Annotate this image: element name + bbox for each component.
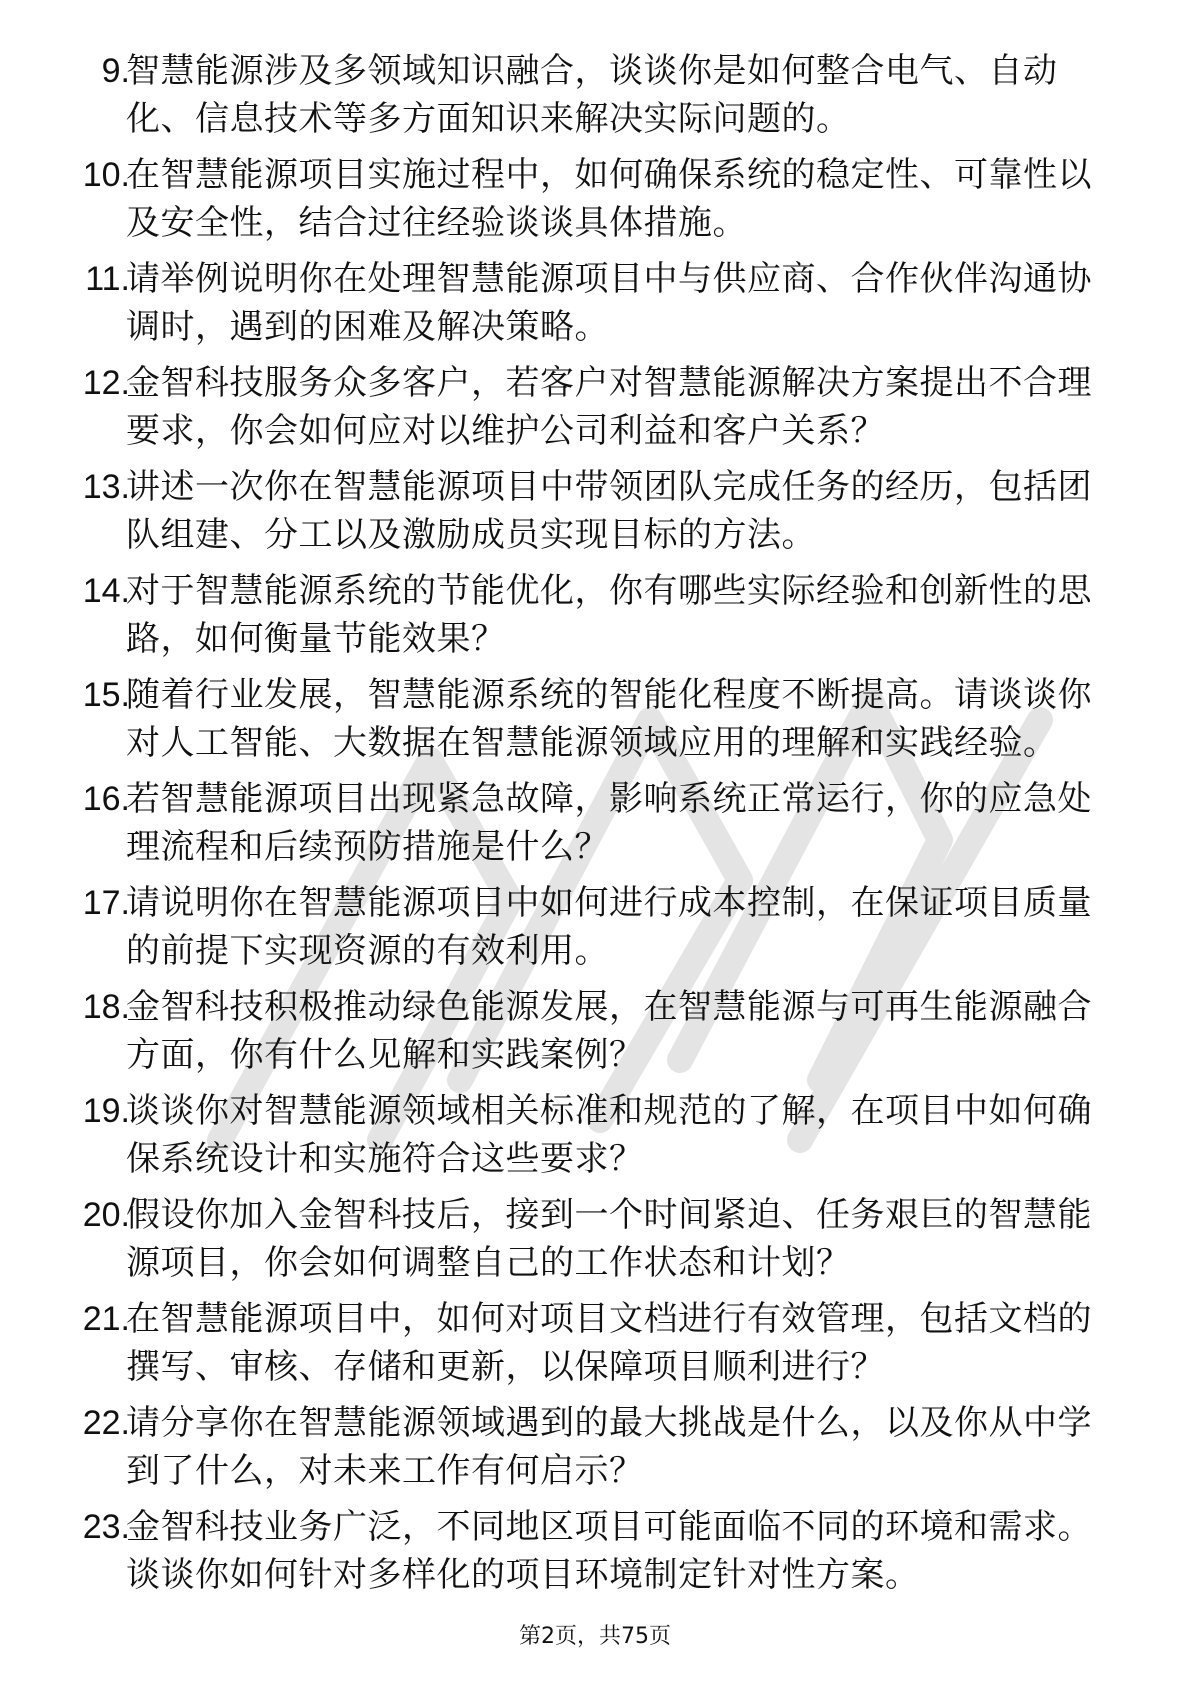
question-item [0,151,1190,255]
question-number: 14. [82,572,130,610]
question-number: 9. [101,52,130,90]
question-item [0,255,1190,359]
question-number: 18. [82,988,130,1026]
question-text: 随着行业发展，智慧能源系统的智能化程度不断提高。请谈谈你对人工智能、大数据在智慧能源领域应用的理解和实践经验。 [126,675,1092,763]
question-number: 10. [82,156,130,194]
question-item [0,1399,1190,1503]
question-text: 在智慧能源项目实施过程中，如何确保系统的稳定性、可靠性以及安全性，结合过往经验谈谈具体措施。 [126,155,1092,243]
question-item [0,359,1190,463]
question-number: 16. [82,780,130,818]
question-number: 13. [82,468,130,506]
question-number: 17. [82,884,130,922]
question-item [0,463,1190,567]
question-text: 智慧能源涉及多领域知识融合，谈谈你是如何整合电气、自动化、信息技术等多方面知识来解决实际问题的。 [126,51,1058,139]
page-footer: 第2页，共75页 [519,1624,671,1649]
question-text: 金智科技业务广泛，不同地区项目可能面临不同的环境和需求。谈谈你如何针对多样化的项目环境制定针对性方案。 [126,1507,1092,1595]
question-number: 20. [82,1196,130,1234]
question-number: 19. [82,1092,130,1130]
question-text: 金智科技积极推动绿色能源发展，在智慧能源与可再生能源融合方面，你有什么见解和实践案例？ [126,987,1092,1075]
question-text: 在智慧能源项目中，如何对项目文档进行有效管理，包括文档的撰写、审核、存储和更新，以保障项目顺利进行？ [126,1299,1092,1387]
question-text: 请举例说明你在处理智慧能源项目中与供应商、合作伙伴沟通协调时，遇到的困难及解决策略。 [126,259,1092,347]
question-item [0,775,1190,879]
question-item [0,1087,1190,1191]
question-text: 讲述一次你在智慧能源项目中带领团队完成任务的经历，包括团队组建、分工以及激励成员实现目标的方法。 [126,467,1092,555]
question-number: 11. [85,260,130,298]
question-text: 金智科技服务众多客户，若客户对智慧能源解决方案提出不合理要求，你会如何应对以维护公司利益和客户关系？ [126,363,1092,451]
question-number: 12. [82,364,130,402]
question-text: 若智慧能源项目出现紧急故障，影响系统正常运行，你的应急处理流程和后续预防措施是什么？ [126,779,1092,867]
question-list [0,47,1190,1607]
question-item [0,567,1190,671]
question-text: 谈谈你对智慧能源领域相关标准和规范的了解，在项目中如何确保系统设计和实施符合这些要求？ [126,1091,1092,1179]
question-number: 21. [82,1300,130,1338]
question-item [0,1191,1190,1295]
question-number: 22. [82,1404,130,1442]
question-text: 请说明你在智慧能源项目中如何进行成本控制，在保证项目质量的前提下实现资源的有效利用。 [126,883,1092,971]
question-item [0,1503,1190,1607]
question-number: 23. [82,1508,130,1546]
question-item [0,47,1190,151]
question-item [0,671,1190,775]
question-number: 15. [82,676,130,714]
question-text: 假设你加入金智科技后，接到一个时间紧迫、任务艰巨的智慧能源项目，你会如何调整自己的工作状态和计划？ [126,1195,1092,1283]
question-item [0,1295,1190,1399]
question-text: 请分享你在智慧能源领域遇到的最大挑战是什么，以及你从中学到了什么，对未来工作有何启示？ [126,1403,1092,1491]
question-text: 对于智慧能源系统的节能优化，你有哪些实际经验和创新性的思路，如何衡量节能效果？ [126,571,1092,659]
question-item [0,879,1190,983]
question-item [0,983,1190,1087]
